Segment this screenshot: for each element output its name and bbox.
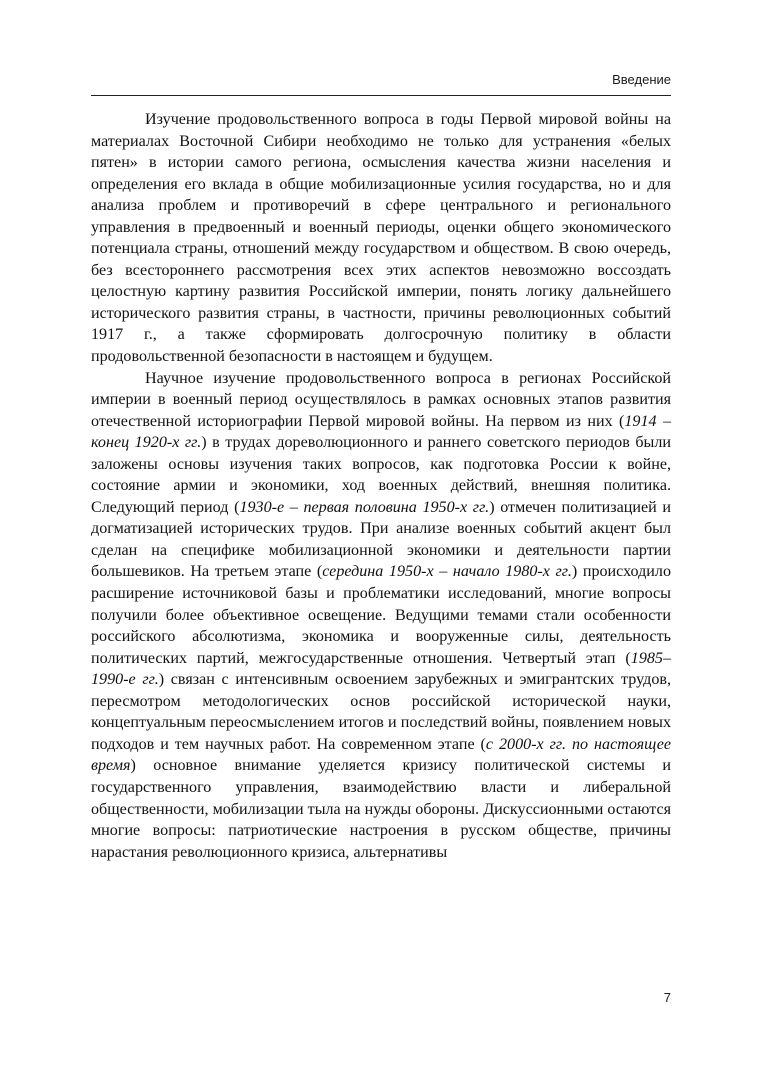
italic-period-label: с 2000-х гг. по настоящее время (91, 735, 671, 775)
running-head-title: Введение (612, 72, 671, 87)
header-rule (91, 95, 671, 96)
paragraph-1 (91, 109, 671, 368)
text-segment: ) основное внимание уделяется кризису политической системы и государственного управления, взаимодействию власти и либеральной общественности, мобилизации тыла на нужды обороны. Дискуссионными остаются многие вопросы: патриотические настроения в русском обществе, причины нарастания революционного кризиса, альтернативы (91, 757, 671, 861)
text-segment: ) связан с интенсивным освоением зарубежных и эмигрантских трудов, пересмотром методологических основ российской исторической науки, концептуальным переосмыслением итогов и последствий войны, появлением новых подходов и тем научных работ. На современном этапе ( (91, 671, 671, 753)
text-segment: Изучение продовольственного вопроса в годы Первой мировой войны на материалах Восточной Сибири необходимо не только для устранения «белых пятен» в истории самого региона, осмысления качества жизни населения и определения его вклада в общие мобилизационные усилия государства, но и для анализа проблем и противоречий в сфере центрального и регионального управления в предвоенный и военный периоды, оценки общего экономического потенциала страны, отношений между государством и обществом. В свою очередь, без всестороннего рассмотрения всех этих аспектов невозможно воссоздать целостную картину развития Российской империи, понять логику дальнейшего исторического развития страны, в частности, причины революционных событий 1917 г., а также сформировать долгосрочную политику в области продовольственной безопасности в настоящем и будущем. (91, 111, 671, 366)
body-text (91, 109, 671, 863)
italic-period-label: середина 1950-х – начало 1980-х гг. (322, 563, 572, 581)
italic-period-label: 1930-е – первая половина 1950-х гг. (239, 498, 490, 516)
page-number: 7 (663, 990, 671, 1005)
italic-period-label: 1985–1990-е гг. (91, 649, 671, 689)
paragraph-2 (91, 368, 671, 864)
text-segment: ) в трудах дореволюционного и раннего советского периодов были заложены основы изучения таких вопросов, как подготовка России к войне, состояние армии и экономики, ход военных действий, внешняя политика. Следующий период ( (91, 434, 671, 516)
italic-period-label: 1914 – конец 1920-х гг. (91, 412, 671, 452)
text-segment: Научное изучение продовольственного вопроса в регионах Российской империи в военный период осуществлялось в рамках основных этапов развития отечественной историографии Первой мировой войны. На первом из них ( (91, 369, 671, 430)
text-segment: ) происходило расширение источниковой базы и проблематики исследований, многие вопросы получили более объективное освещение. Ведущими темами стали особенности российского абсолютизма, экономика и вооруженные силы, деятельность политических партий, межгосударственные отношения. Четвертый этап ( (91, 563, 671, 667)
text-segment: ) отмечен политизацией и догматизацией исторических трудов. При анализе военных событий акцент был сделан на специфике мобилизационной экономики и деятельности партии большевиков. На третьем этапе ( (91, 498, 671, 581)
